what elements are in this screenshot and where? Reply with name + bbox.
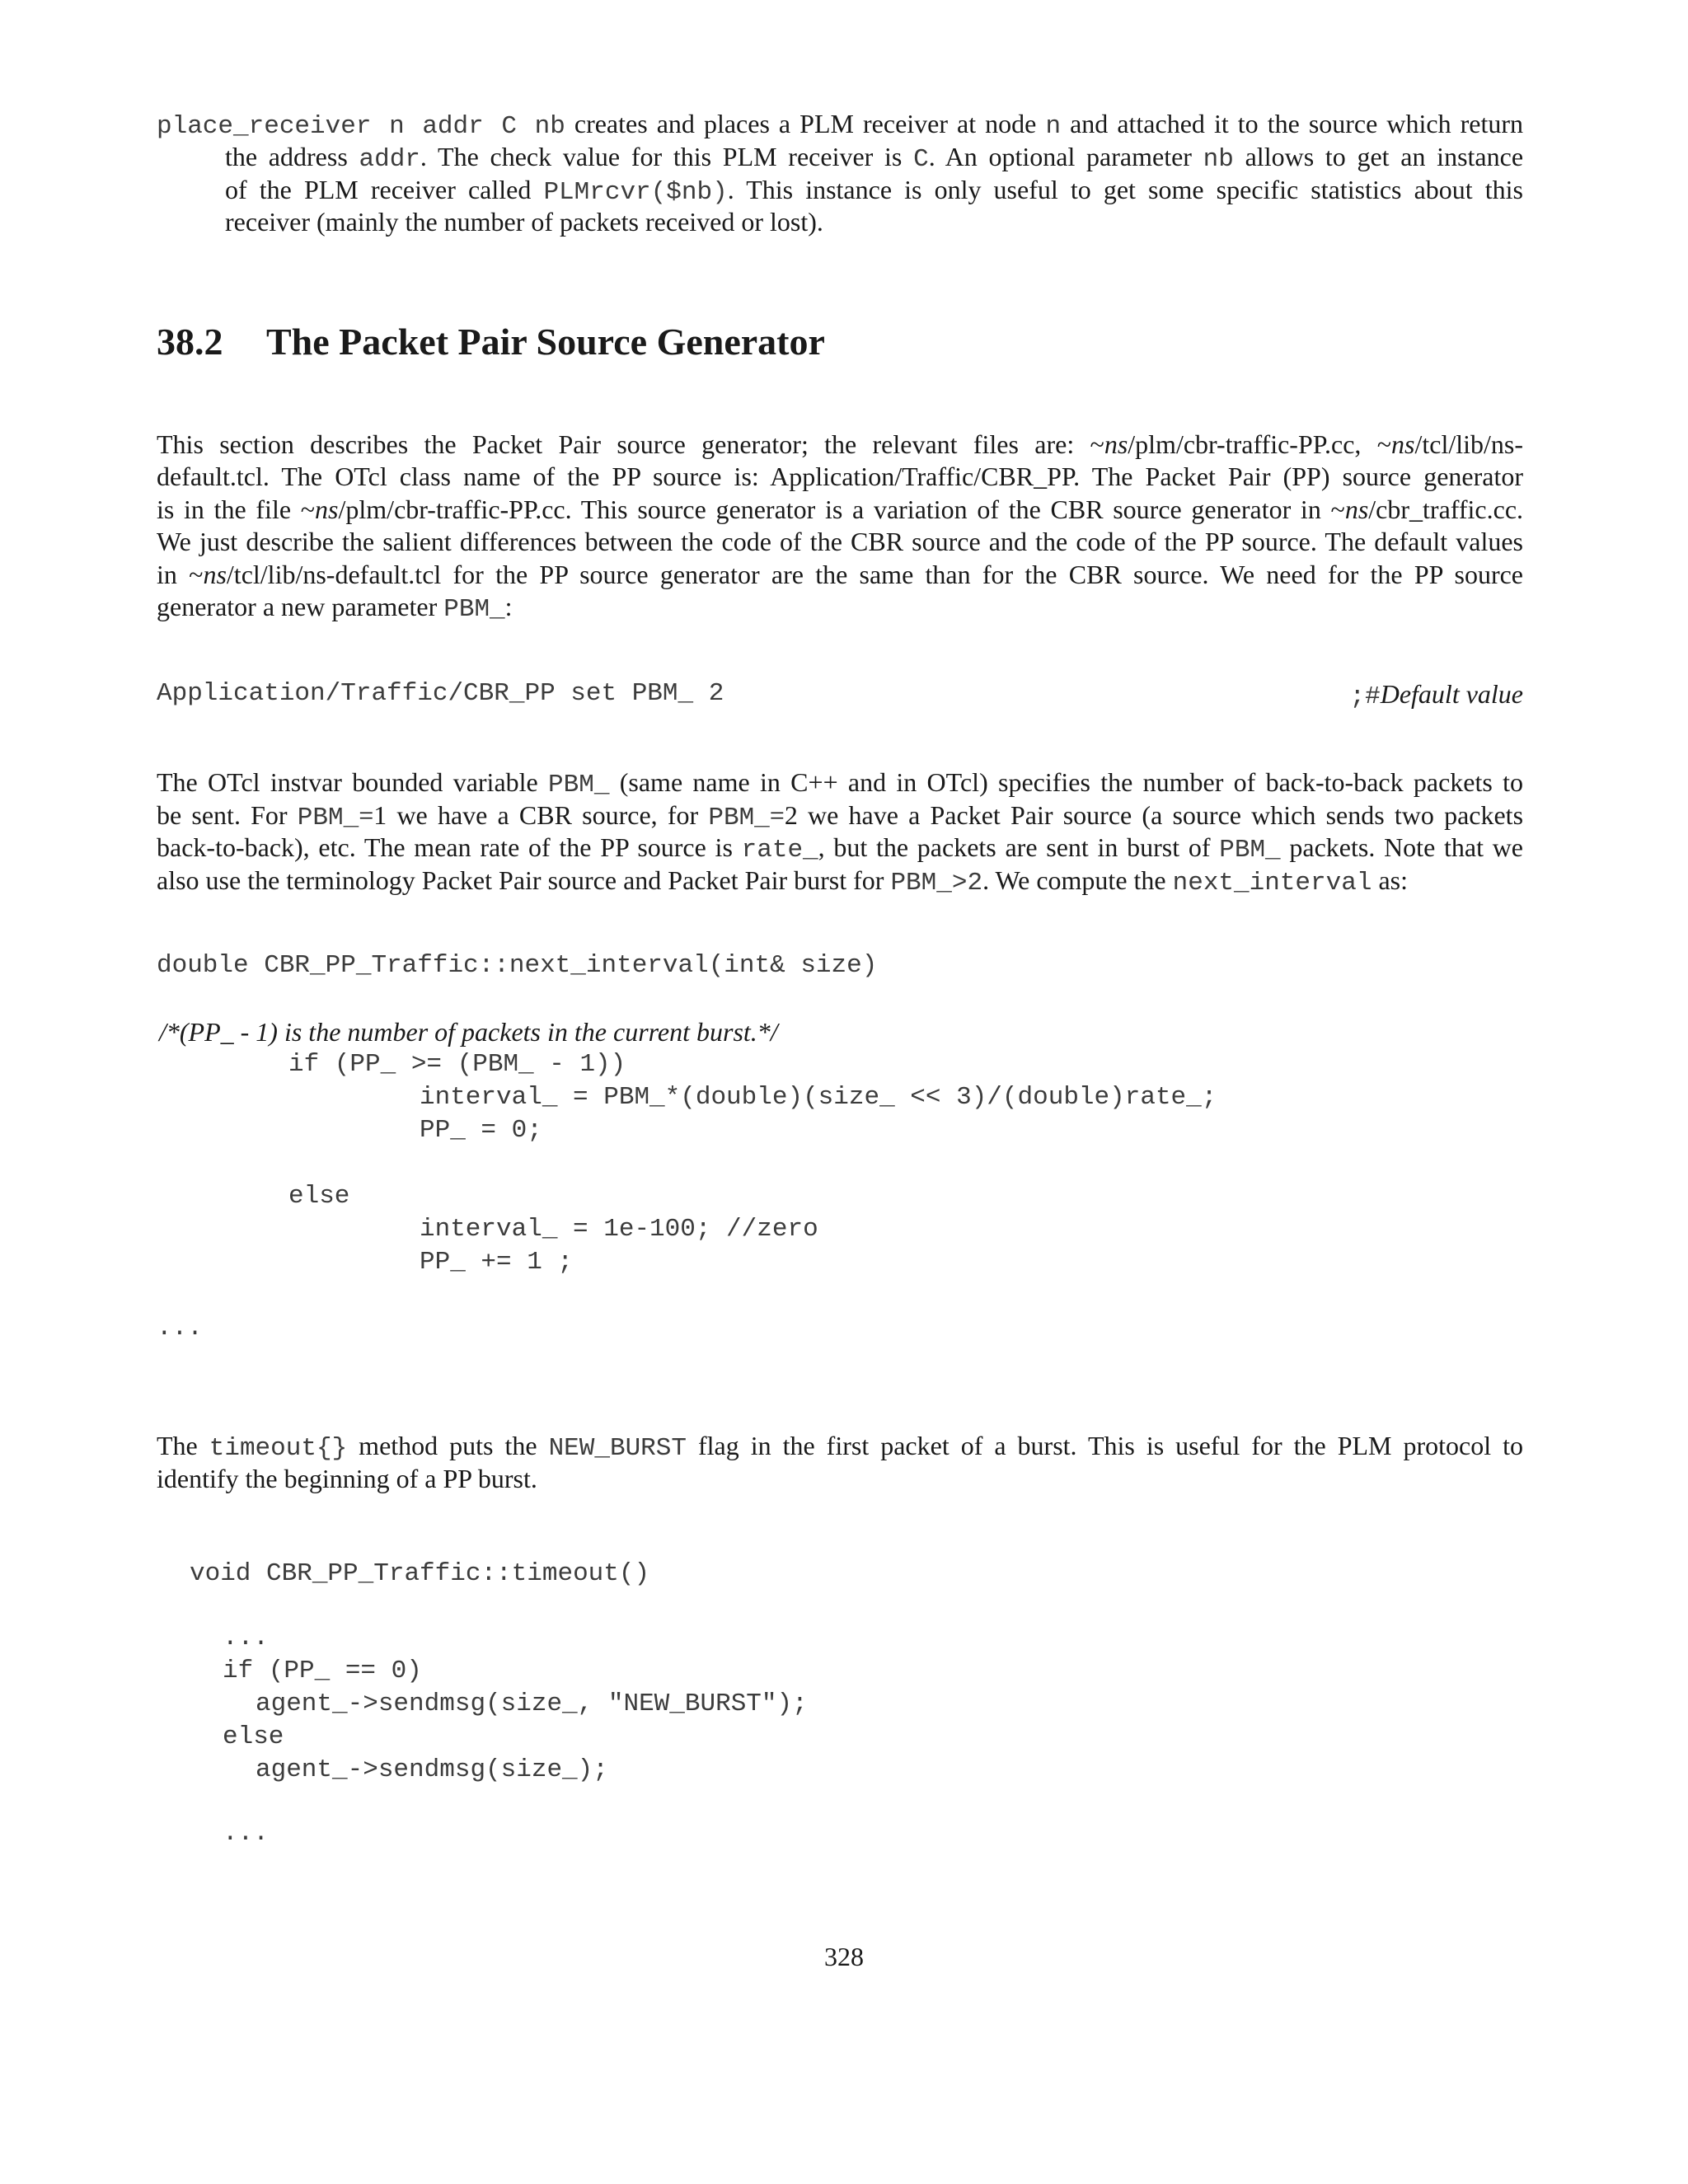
code2-if-line: if (PP_ == 0) [223,1657,422,1685]
code2-ellipsis-1: ... [223,1624,269,1652]
code2-send: agent_->sendmsg(size_); [256,1755,608,1784]
pbm-line-3: back-to-back), etc. The mean rate of the PP source is rate_, but the packets are sent in burst of PBM_ packets. Note that we [157,832,1524,865]
code-pp-increment: PP_ += 1 ; [420,1248,574,1277]
place-receiver-command: place_receiver n addr C nb [157,112,565,141]
code2-ellipsis-2: ... [223,1819,269,1848]
section-heading [157,320,825,363]
code2-signature: void CBR_PP_Traffic::timeout() [190,1559,650,1588]
receiver-line-1: place_receiver n addr C nb creates and places a PLM receiver at node n and attached it to the source which return [157,109,1524,141]
default-value-comment: ;#Default value [1349,679,1523,711]
receiver-line-4: receiver (mainly the number of packets received or lost). [225,207,823,237]
intro-line-4: We just describe the salient differences between the code of the CBR source and the code of the PP source. The default values [157,527,1523,556]
code-else: else [288,1182,350,1211]
code-signature: double CBR_PP_Traffic::next_interval(int& size) [157,951,878,980]
receiver-line-3: of the PLM receiver called PLMrcvr($nb). This instance is only useful to get some specific statistics about this [225,175,1524,207]
code-pp-zero: PP_ = 0; [420,1116,542,1145]
intro-line-6: generator a new parameter PBM_: [157,592,513,624]
intro-line-5: in ~ns/tcl/lib/ns-default.tcl for the PP source generator are the same than for the CBR source. We need for the PP source [157,560,1524,589]
pbm-line-4: also use the terminology Packet Pair source and Packet Pair burst for PBM_>2. We compute the next_interval as: [157,865,1408,898]
code-ellipsis: ... [157,1314,203,1343]
code-interval-zero: interval_ = 1e-100; //zero [420,1215,818,1244]
intro-line-2: default.tcl. The OTcl class name of the PP source is: Application/Traffic/CBR_PP. The Packet Pair (PP) source generator [157,462,1523,491]
pbm-line-1: The OTcl instvar bounded variable PBM_ (same name in C++ and in OTcl) specifies the number of back-to-back packets to [157,767,1524,799]
intro-line-3: is in the file ~ns/plm/cbr-traffic-PP.cc. This source generator is a variation of the CBR source generator in ~ns/cbr_traffic.cc. [157,494,1524,524]
pbm-line-2: be sent. For PBM_=1 we have a CBR source, for PBM_=2 we have a Packet Pair source (a source which sends two packets [157,800,1524,832]
receiver-line-2: the address addr. The check value for this PLM receiver is C. An optional parameter nb allows to get an instance [225,142,1524,174]
code-comment: /*(PP_ - 1) is the number of packets in the current burst.*/ [159,1017,778,1047]
timeout-line-1: The timeout{} method puts the NEW_BURST flag in the first packet of a burst. This is useful for the PLM protocol to [157,1431,1524,1463]
section-number: 38.2 [157,321,223,363]
code2-else: else [223,1722,284,1751]
intro-line-1: This section describes the Packet Pair source generator; the relevant files are: ~ns/plm/cbr-traffic-PP.cc, ~ns/tcl/lib/ns- [157,429,1523,459]
default-value-code: Application/Traffic/CBR_PP set PBM_ 2 [157,679,724,708]
timeout-line-2: identify the beginning of a PP burst. [157,1464,537,1493]
code-if-line: if (PP_ >= (PBM_ - 1)) [288,1050,626,1079]
section-title: The Packet Pair Source Generator [266,321,825,363]
page-number: 328 [824,1942,864,1971]
code-interval-line: interval_ = PBM_*(double)(size_ << 3)/(double)rate_; [420,1083,1217,1112]
code2-send-burst: agent_->sendmsg(size_, "NEW_BURST"); [256,1690,808,1718]
